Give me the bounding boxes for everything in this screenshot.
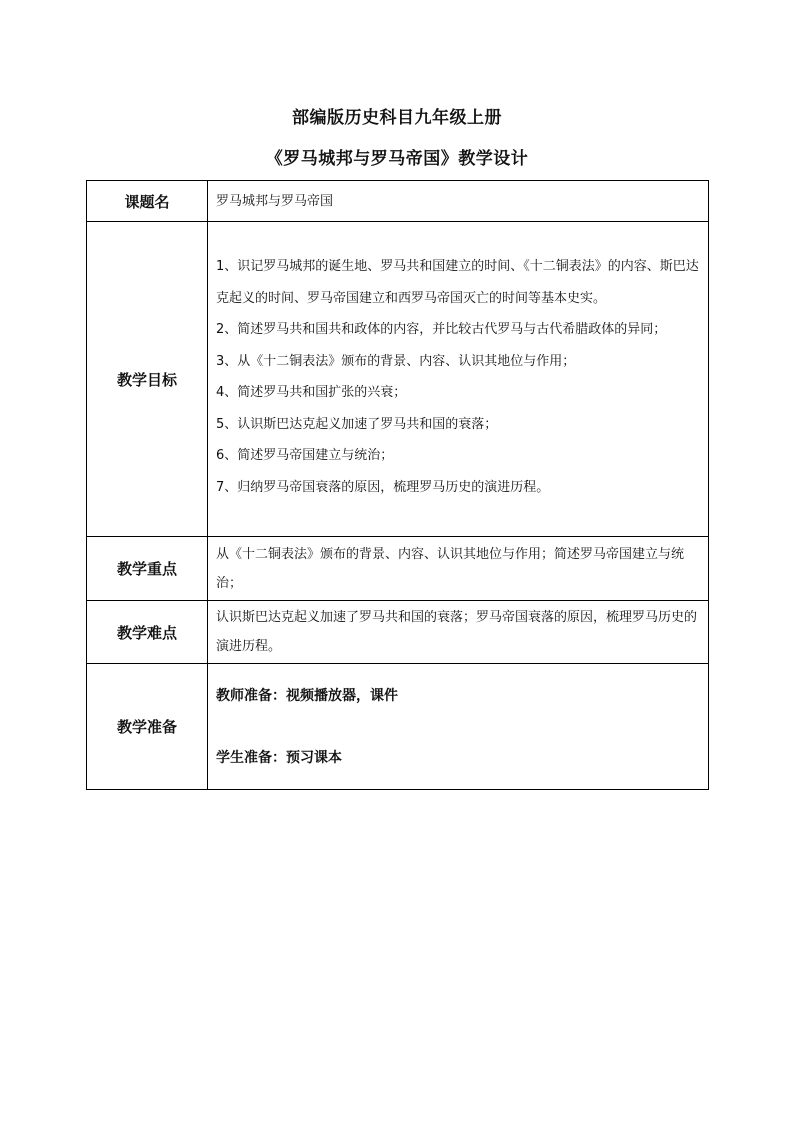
- difficulties-value: 认识斯巴达克起义加速了罗马共和国的衰落；罗马帝国衰落的原因，梳理罗马历史的演进历程。: [208, 601, 709, 664]
- objective-item: 2、简述罗马共和国共和政体的内容，并比较古代罗马与古代希腊政体的异同；: [216, 322, 667, 337]
- table-row-difficulties: [87, 601, 709, 664]
- preparation-cell: [208, 664, 709, 790]
- objective-item: 5、认识斯巴达克起义加速了罗马共和国的衰落；: [216, 416, 498, 432]
- table-row-key-points: [87, 537, 709, 601]
- topic-label: 课题名: [87, 181, 208, 222]
- objective-item: 1、识记罗马城邦的诞生地、罗马共和国建立的时间、《十二铜表法》的内容、斯巴达克起义的时间、罗马帝国建立和西罗马帝国灭亡的时间等基本史实。: [216, 259, 699, 306]
- objective-item: 4、简述罗马共和国扩张的兴衰；: [216, 385, 407, 400]
- teacher-preparation: 教师准备：视频播放器，课件: [216, 687, 398, 704]
- table-row-objectives: [87, 222, 709, 537]
- objectives-list: [216, 245, 700, 513]
- objectives-label: 教学目标: [87, 222, 208, 537]
- document-title: 部编版历史科目九年级上册: [292, 108, 502, 128]
- key-points-value: 从《十二铜表法》颁布的背景、内容、认识其地位与作用；简述罗马帝国建立与统治；: [208, 537, 709, 601]
- table-row-preparation: [87, 664, 709, 790]
- objective-item: 3、从《十二铜表法》颁布的背景、内容、认识其地位与作用；: [216, 353, 576, 369]
- objective-item: 7、归纳罗马帝国衰落的原因，梳理罗马历史的演进历程。: [216, 479, 550, 495]
- lesson-title: 《罗马城邦与罗马帝国》教学设计: [265, 149, 529, 169]
- topic-value: 罗马城邦与罗马帝国: [208, 181, 709, 222]
- lesson-plan-table: [86, 180, 709, 790]
- difficulties-label: 教学难点: [87, 601, 208, 664]
- key-points-label: 教学重点: [87, 537, 208, 601]
- preparation-label: 教学准备: [87, 664, 208, 790]
- table-row-topic: [87, 181, 709, 222]
- student-preparation: 学生准备：预习课本: [216, 749, 342, 766]
- objectives-cell: [208, 222, 709, 537]
- objective-item: 6、简述罗马帝国建立与统治；: [216, 448, 394, 463]
